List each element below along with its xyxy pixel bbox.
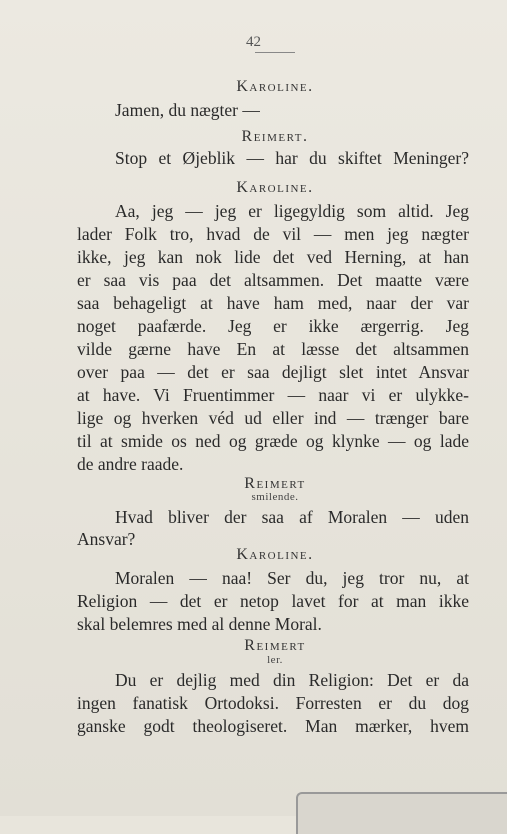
stage-direction: ler. xyxy=(267,654,283,666)
stage-direction: smilende. xyxy=(251,491,299,503)
text-line: Jamen, du nægter — xyxy=(115,100,260,120)
text-line: lige og hverken véd ud eller ind — trænger bare xyxy=(77,408,469,428)
speaker-name: Karoline. xyxy=(236,179,314,196)
text-line: de andre raade. xyxy=(77,454,184,474)
text-line: ingen fanatisk Ortodoksi. Forresten er du dog xyxy=(77,693,469,713)
speaker-name: Reimert xyxy=(244,475,306,492)
text-line: Religion — det er netop lavet for at man ikke xyxy=(77,591,469,611)
text-line: Hvad bliver der saa af Moralen — uden xyxy=(115,507,469,527)
text-line: er saa vis paa det altsammen. Det maatte være xyxy=(77,270,469,290)
text-line: Du er dejlig med din Religion: Det er da xyxy=(115,670,469,690)
text-line: til at smide os ned og græde og klynke — og lade xyxy=(77,431,469,451)
text-line: Stop et Øjeblik — har du skiftet Meninger? xyxy=(115,148,469,168)
text-line: vilde gærne have En at læsse det altsammen xyxy=(77,339,469,359)
text-line: saa behageligt at have ham med, naar der var xyxy=(77,293,469,313)
speaker-name: Karoline. xyxy=(236,546,314,563)
text-line: noget paafærde. Jeg er ikke ærgerrig. Jeg xyxy=(77,316,469,336)
text-line: Aa, jeg — jeg er ligegyldig som altid. Jeg xyxy=(115,201,469,221)
speaker-name: Reimert xyxy=(244,637,306,654)
text-line: lader Folk tro, hvad de vil — men jeg nægter xyxy=(77,224,469,244)
page-number: 42 xyxy=(246,34,261,50)
text-line: skal belemres med al denne Moral. xyxy=(77,614,322,634)
text-line: ikke, jeg kan nok lide det ved Herning, at han xyxy=(77,247,469,267)
page-edge-mark xyxy=(296,792,507,834)
text-line: over paa — det er saa dejligt slet intet Ansvar xyxy=(77,362,469,382)
speaker-name: Reimert. xyxy=(241,128,309,145)
text-line: at have. Vi Fruentimmer — naar vi er ulykke- xyxy=(77,385,469,405)
text-line: Moralen — naa! Ser du, jeg tror nu, at xyxy=(115,568,469,588)
page-number-rule xyxy=(255,52,295,53)
text-line: ganske godt theologiseret. Man mærker, hvem xyxy=(77,716,469,736)
speaker-name: Karoline. xyxy=(236,78,314,95)
text-line: Ansvar? xyxy=(77,529,136,549)
